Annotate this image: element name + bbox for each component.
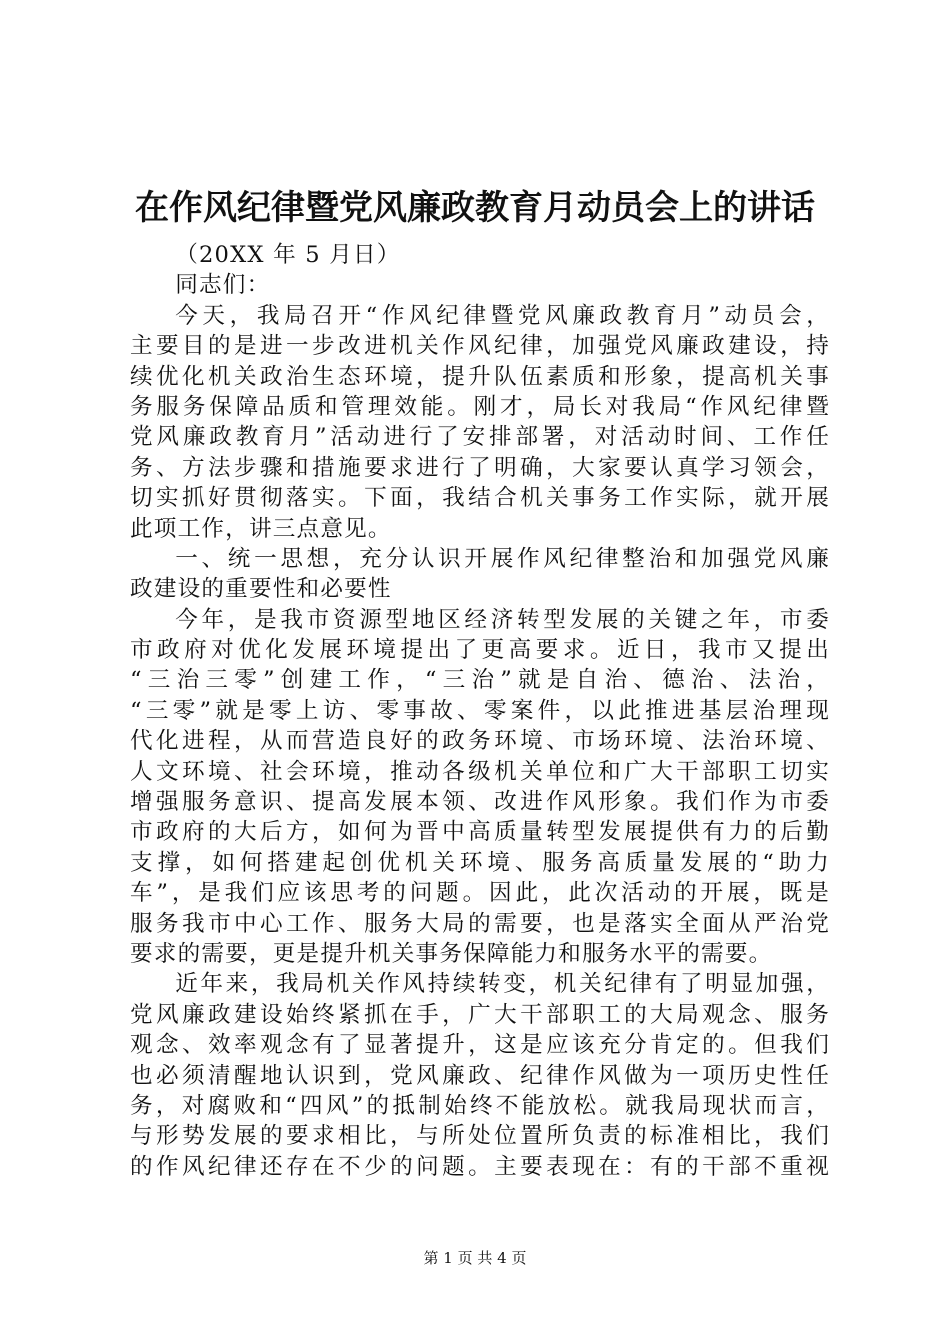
text-line: 的作风纪律还存在不少的问题。主要表现在：有的干部不重视 — [130, 1153, 830, 1180]
text-line: 续优化机关政治生态环境，提升队伍素质和形象，提高机关事 — [130, 363, 830, 390]
text-line: 务、方法步骤和措施要求进行了明确，大家要认真学习领会， — [130, 454, 830, 481]
text-line: 此项工作，讲三点意见。 — [130, 515, 392, 542]
text-line: 党风廉政建设始终紧抓在手，广大干部职工的大局观念、服务 — [130, 1001, 830, 1028]
text-line: 也必须清醒地认识到，党风廉政、纪律作风做为一项历史性任 — [130, 1062, 830, 1089]
text-line: 人文环境、社会环境，推动各级机关单位和广大干部职工切实 — [130, 758, 830, 785]
text-line: 政建设的重要性和必要性 — [130, 576, 392, 603]
text-line: “三治三零”创建工作，“三治”就是自治、德治、法治， — [130, 667, 830, 694]
text-line: 与形势发展的要求相比，与所处位置所负责的标准相比，我们 — [130, 1123, 830, 1150]
text-line: 车”，是我们应该思考的问题。因此，此次活动的开展，既是 — [130, 880, 830, 907]
text-line: 党风廉政教育月”活动进行了安排部署，对活动时间、工作任 — [130, 424, 830, 451]
text-line: 要求的需要，更是提升机关事务保障能力和服务水平的需要。 — [130, 940, 773, 967]
document-body — [130, 240, 830, 1182]
text-line: 市政府的大后方，如何为晋中高质量转型发展提供有力的后勤 — [130, 819, 830, 846]
text-line: 主要目的是进一步改进机关作风纪律，加强党风廉政建设，持 — [130, 333, 830, 360]
text-line: （20XX 年 5 月日） — [175, 242, 401, 268]
text-line: 代化进程，从而营造良好的政务环境、市场环境、法治环境、 — [130, 728, 830, 755]
text-line: 同志们： — [175, 272, 271, 299]
text-line: 今年，是我市资源型地区经济转型发展的关键之年，市委 — [175, 606, 830, 633]
text-line: 务，对腐败和“四风”的抵制始终不能放松。就我局现状而言， — [130, 1092, 830, 1119]
page-title: 在作风纪律暨党风廉政教育月动员会上的讲话 — [135, 188, 815, 228]
text-line: 切实抓好贯彻落实。下面，我结合机关事务工作实际，就开展 — [130, 485, 830, 512]
text-line: 今天，我局召开“作风纪律暨党风廉政教育月”动员会， — [175, 302, 830, 329]
text-line: 一、统一思想，充分认识开展作风纪律整治和加强党风廉 — [175, 545, 830, 572]
text-line: 服务我市中心工作、服务大局的需要，也是落实全面从严治党 — [130, 910, 830, 937]
text-line: “三零”就是零上访、零事故、零案件，以此推进基层治理现 — [130, 697, 830, 724]
text-line: 近年来，我局机关作风持续转变，机关纪律有了明显加强， — [175, 971, 830, 998]
page-footer: 第 1 页 共 4 页 — [423, 1249, 527, 1267]
text-line: 观念、效率观念有了显著提升，这是应该充分肯定的。但我们 — [130, 1032, 830, 1059]
text-line: 支撑，如何搭建起创优机关环境、服务高质量发展的“助力 — [130, 849, 830, 876]
text-line: 增强服务意识、提高发展本领、改进作风形象。我们作为市委 — [130, 789, 830, 816]
text-line: 市政府对优化发展环境提出了更高要求。近日，我市又提出 — [130, 637, 830, 664]
text-line: 务服务保障品质和管理效能。刚才，局长对我局“作风纪律暨 — [130, 393, 830, 420]
